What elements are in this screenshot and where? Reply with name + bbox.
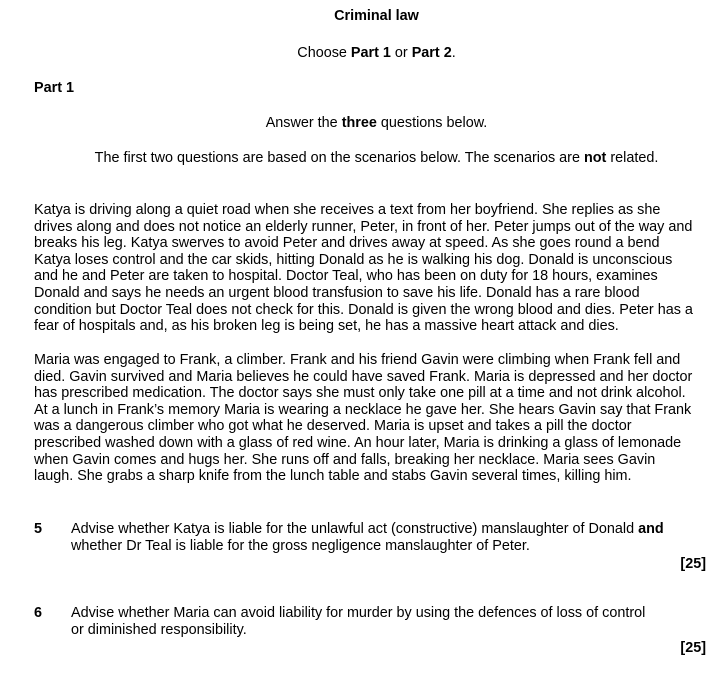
question-5-marks: [25] xyxy=(680,556,706,572)
question-6-line-2: or diminished responsibility. xyxy=(71,622,247,638)
scenario-note-prefix: The first two questions are based on the scenarios below. The scenarios are xyxy=(94,150,584,166)
document-title: Criminal law xyxy=(334,8,419,24)
choose-part2: Part 2 xyxy=(411,45,452,61)
scenario-1-line: Katya is driving along a quiet road when she receives a text from her boyfriend. She replies as she xyxy=(34,202,661,218)
scenario-1-line: and he and Peter are taken to hospital. Doctor Teal, who has been on duty for 18 hours, examines xyxy=(34,268,658,285)
section-heading: Part 1 xyxy=(34,80,74,96)
answer-instruction xyxy=(0,115,717,131)
question-5-line-1 xyxy=(71,521,711,538)
scenario-1-line: drives along and does not notice an elderly runner, Peter, in front of her. Peter jumps out of the way and xyxy=(34,218,693,235)
scenario-note-suffix: related. xyxy=(606,150,659,166)
choose-suffix: . xyxy=(451,45,456,61)
scenario-2-line: when Gavin comes and hugs her. She runs off and falls, breaking her necklace. Maria sees Gavin xyxy=(34,451,656,468)
scenario-2-line: At a lunch in Frank’s memory Maria is wearing a necklace he gave her. She hears Gavin say that Frank xyxy=(34,401,692,418)
scenario-2-line: laugh. She grabs a sharp knife from the lunch table and stabs Gavin several times, killing him. xyxy=(34,468,632,485)
scenario-2-line: was a dangerous climber who got what he deserved. Maria is upset and takes a pill the doctor xyxy=(34,418,632,435)
scenario-1-paragraph xyxy=(34,202,714,335)
scenario-2-line: prescribed washed down with a glass of red wine. An hour later, Maria is drinking a glass of lemonade xyxy=(34,434,682,451)
scenario-1-line: fear of hospitals and, as his broken leg is being set, he has a massive heart attack and dies. xyxy=(34,318,619,335)
question-6-text xyxy=(71,605,711,639)
question-5-number: 5 xyxy=(34,521,43,537)
question-6-marks: [25] xyxy=(680,640,706,656)
scenario-2-line: died. Gavin survived and Maria believes he could have saved Frank. Maria is depressed and her doctor xyxy=(34,368,693,385)
scenario-1-line: Katya loses control and the car skids, hitting Donald as he is walking his dog. Donald is unconscious xyxy=(34,251,673,268)
scenario-note xyxy=(0,150,717,166)
question-5-line-1-emphasis: and xyxy=(638,521,664,537)
choose-part1: Part 1 xyxy=(350,45,391,61)
answer-emphasis: three xyxy=(341,115,377,131)
scenario-2-line: has prescribed medication. The doctor says she must only take one pill at a time and not drink alcohol. xyxy=(34,385,686,402)
answer-prefix: Answer the xyxy=(265,115,342,131)
scenario-2-paragraph xyxy=(34,352,714,485)
scenario-note-emphasis: not xyxy=(583,150,607,166)
choose-middle: or xyxy=(390,45,412,61)
scenario-1-line: Donald and says he needs an urgent blood transfusion to save his life. Donald has a rare blood xyxy=(34,284,640,301)
question-6-number: 6 xyxy=(34,605,43,621)
question-5-text xyxy=(71,521,711,555)
choose-prefix: Choose xyxy=(297,45,351,61)
scenario-1-line: breaks his leg. Katya swerves to avoid Peter and drives away at speed. As she goes round a bend xyxy=(34,235,660,252)
answer-suffix: questions below. xyxy=(376,115,488,131)
scenario-1-line: condition but Doctor Teal does not check for this. Donald is given the wrong blood and dies. Peter has a xyxy=(34,301,693,318)
choose-instruction xyxy=(0,45,717,61)
question-5-line-1-prefix: Advise whether Katya is liable for the unlawful act (constructive) manslaughter of Donald xyxy=(71,521,639,537)
question-6-line-1: Advise whether Maria can avoid liability for murder by using the defences of loss of control xyxy=(71,605,646,621)
scenario-2-line: Maria was engaged to Frank, a climber. Frank and his friend Gavin were climbing when Frank fell and xyxy=(34,352,681,368)
question-5-line-2: whether Dr Teal is liable for the gross negligence manslaughter of Peter. xyxy=(71,538,530,554)
